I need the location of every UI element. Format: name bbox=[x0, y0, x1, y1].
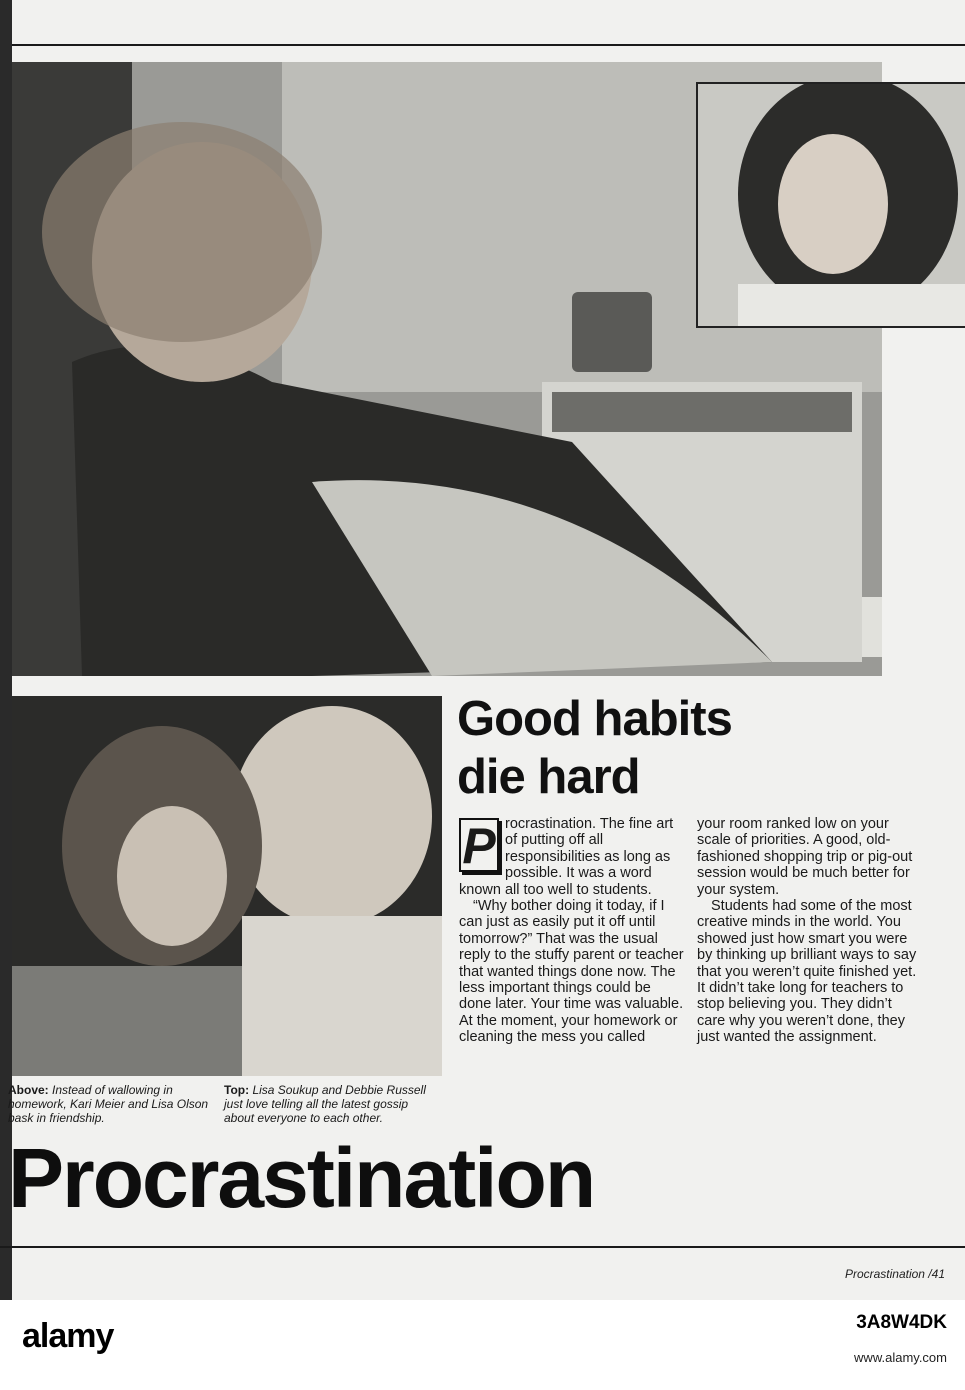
col1-paragraph-2: “Why bother doing it today, if I can just as easily put it off until tomorrow?” That was the usual reply to the stuffy parent or teacher that wanted things done now. The less important things could be done later. Your time was valuable. At the moment, your homework or cleaning the mess you called bbox=[459, 898, 684, 1046]
article-column-2 bbox=[697, 816, 917, 1046]
article-column-1 bbox=[459, 816, 687, 1046]
friends-photo bbox=[12, 696, 442, 1076]
caption-top bbox=[224, 1083, 434, 1125]
watermark-brand: alamy bbox=[22, 1317, 114, 1355]
top-rule bbox=[0, 44, 965, 46]
dropcap: P bbox=[459, 818, 499, 872]
col2-paragraph-2: Students had some of the most creative minds in the world. You showed just how smart you were by thinking up brilliant ways to say that you weren’t quite finished yet. It didn’t take long for teachers to stop believing you. They didn’t care why you weren’t done, they just wanted the assignment. bbox=[697, 898, 917, 1046]
section-title: Procrastination bbox=[8, 1131, 595, 1225]
caption-above-text: Instead of wallowing in homework, Kari Meier and Lisa Olson bask in friendship. bbox=[8, 1083, 209, 1125]
col1-paragraph-1 bbox=[459, 816, 687, 898]
col1-paragraph-1-text: rocrastination. The fine art of putting off all responsibilities as long as possible. It was a word known all too well to students. bbox=[459, 816, 674, 898]
headline-line-2: die hard bbox=[457, 750, 640, 804]
inset-photo-girl-on-phone bbox=[696, 82, 965, 328]
headline-line-1: Good habits bbox=[457, 692, 732, 746]
page-folio: Procrastination /41 bbox=[844, 1267, 945, 1281]
watermark-image-id: 3A8W4DK bbox=[856, 1312, 947, 1333]
col2-paragraph-1: your room ranked low on your scale of priorities. A good, old-fashioned shopping trip or pig-out session would be much better for your system. bbox=[697, 816, 913, 898]
caption-top-label: Top: bbox=[224, 1083, 250, 1097]
article-headline bbox=[457, 690, 877, 806]
caption-above-label: Above: bbox=[8, 1083, 49, 1097]
caption-top-text: Lisa Soukup and Debbie Russell just love telling all the latest gossip about everyone to each other. bbox=[224, 1083, 426, 1125]
watermark-site: www.alamy.com bbox=[854, 1350, 947, 1365]
bottom-rule bbox=[0, 1246, 965, 1248]
watermark-footer bbox=[0, 1300, 965, 1390]
caption-above bbox=[8, 1083, 213, 1125]
